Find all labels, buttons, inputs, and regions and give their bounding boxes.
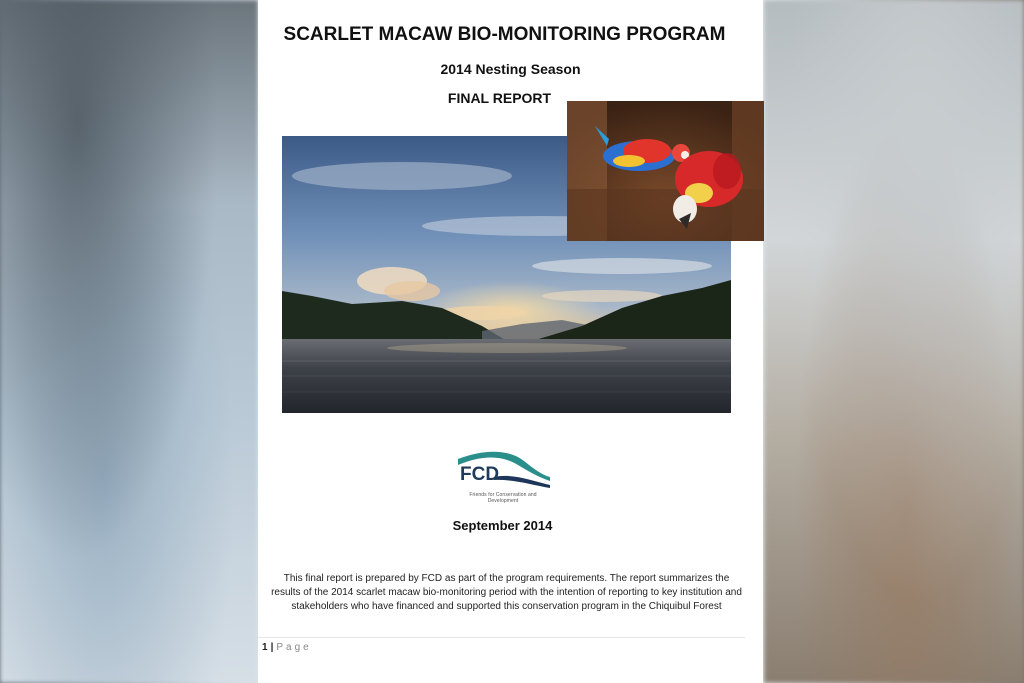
report-summary: This final report is prepared by FCD as part of the program requirements. The report summarizes the results of the 2014 scarlet macaw bio-monitoring period with the intention of reporting to key institution and stakeholders who have financed and supported this conservation program in the Chiquibul Forest <box>271 573 742 612</box>
report-type-label: FINAL REPORT <box>447 90 552 106</box>
page-separator: | <box>270 642 274 653</box>
page-footer <box>262 642 312 653</box>
page-number: 1 <box>262 642 268 653</box>
macaw-chicks-photo <box>567 101 764 241</box>
footer-divider <box>258 637 745 638</box>
report-date: September 2014 <box>452 518 553 533</box>
background-blur-left <box>0 0 258 683</box>
document-subtitle: 2014 Nesting Season <box>440 61 581 77</box>
page-word: Page <box>276 642 312 653</box>
background-blur-right <box>764 0 1024 683</box>
document-title: SCARLET MACAW BIO-MONITORING PROGRAM <box>283 24 726 45</box>
fcd-logo-tagline: Friends for Conservation and Development <box>469 492 537 504</box>
fcd-logo-acronym: FCD <box>460 464 500 485</box>
document-page <box>258 0 763 683</box>
